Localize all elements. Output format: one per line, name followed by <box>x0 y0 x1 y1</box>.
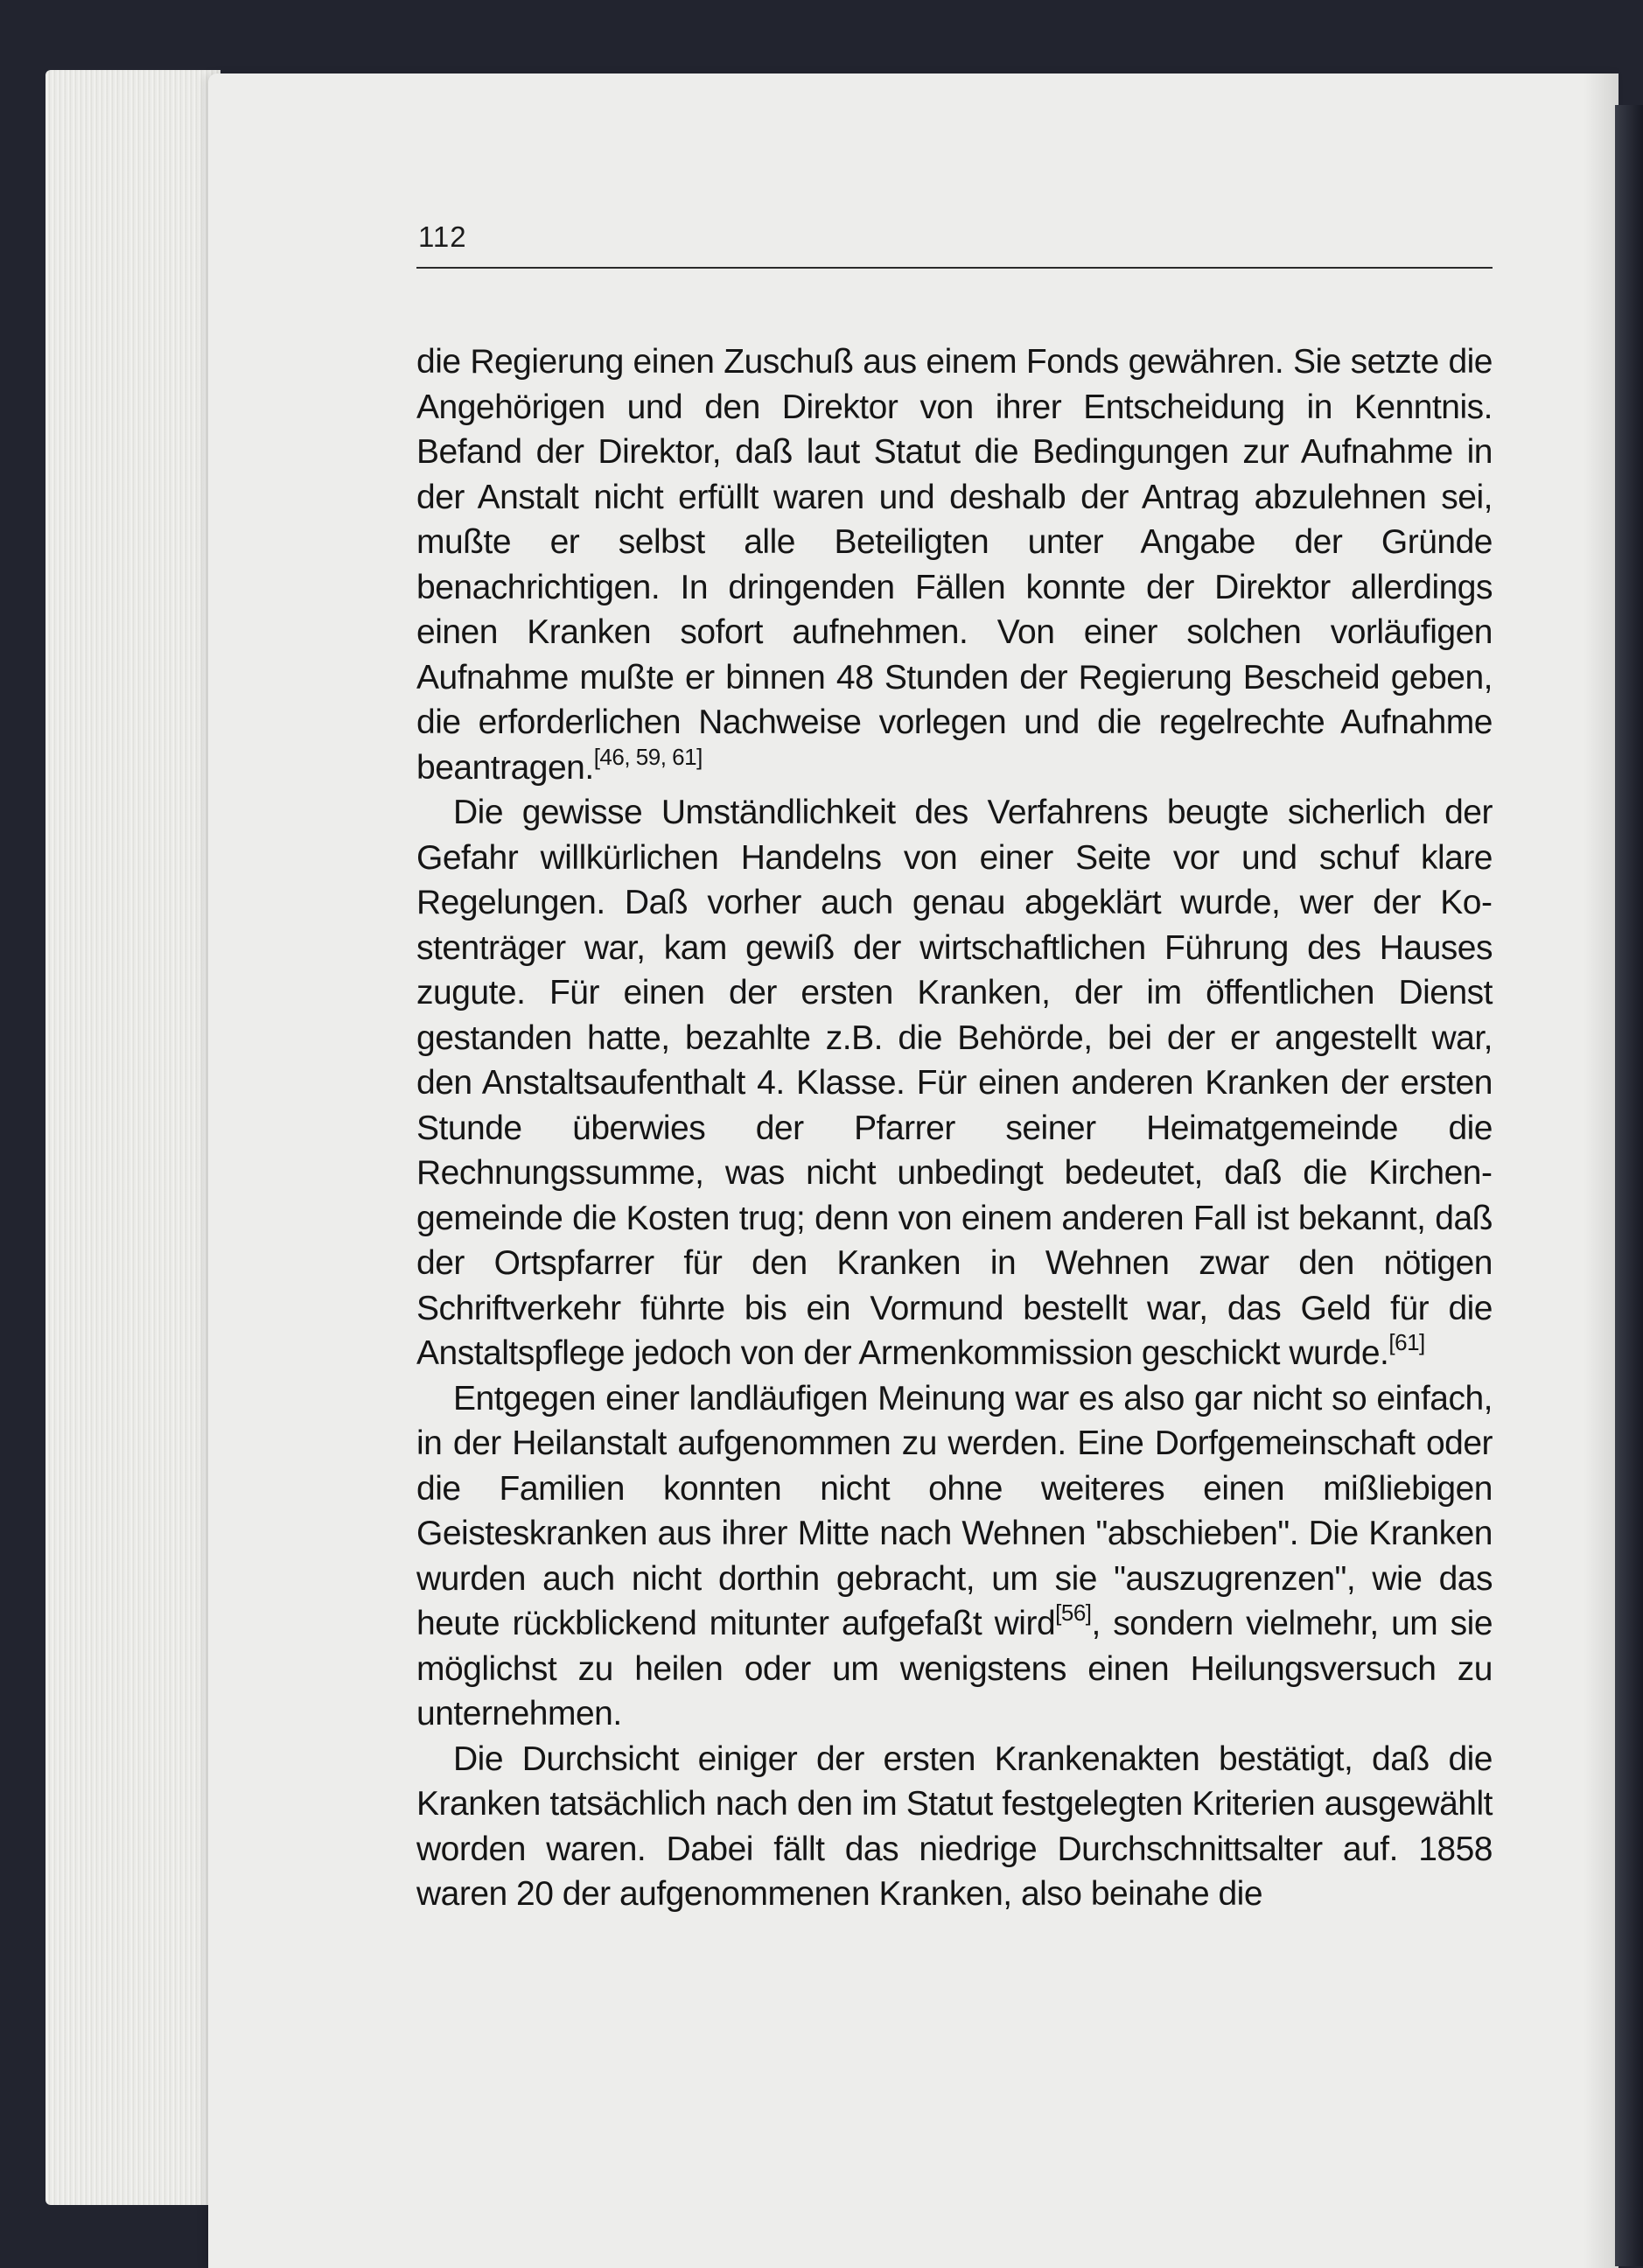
paragraph-text: die Regierung einen Zuschuß aus einem Fonds gewähren. Sie setzte die Angehörigen und den Direktor von ihrer Entscheidung in Kenntnis. Befand der Direktor, daß laut Statut die Bedingungen zur Aufnahme in der Anstalt nicht erfüllt waren und deshalb der Antrag abzulehnen sei, mußte er selbst alle Beteiligten unter Angabe der Gründe benachrichtigen. In dringenden Fällen konnte der Direktor allerdings einen Kranken sofort aufnehmen. Von einer solchen vorläufigen Aufnahme mußte er binnen 48 Stunden der Regierung Bescheid geben, die erforderlichen Nachweise vorlegen und die regelrechte Aufnahme beantragen. <box>416 343 1493 787</box>
paragraph <box>416 340 1493 790</box>
paragraph-text: Entgegen einer landläufigen Meinung war es also gar nicht so einfach, in der Heilanstalt aufgenommen zu werden. Eine Dorfgemeinschaft oder die Familien konnten nicht ohne weiteres einen mißliebigen Geisteskranken aus ihrer Mitte nach Wehnen "abschieben". Die Kranken wurden auch nicht dorthin gebracht, um sie "auszugrenzen", wie das heute rückblickend mitunter aufgefaßt wird <box>416 1379 1493 1642</box>
citation-reference: [46, 59, 61] <box>593 743 703 770</box>
paragraph-text: Die gewisse Umständlichkeit des Verfahrens beugte sicherlich der Gefahr willkürlichen Handelns von einer Seite vor und schuf klare Regelungen. Daß vorher auch genau abgeklärt wurde, wer der Kostenträger war, kam gewiß der wirtschaftlichen Führung des Hauses zugute. Für einen der ersten Kranken, der im öffentlichen Dienst gestanden hatte, bezahlte z.B. die Behörde, bei der er angestellt war, den Anstaltsaufenthalt 4. Klasse. Für einen anderen Kranken der ersten Stunde überwies der Pfarrer seiner Heimatgemeinde die Rechnungssumme, was nicht unbedingt bedeutet, daß die Kirchengemeinde die Kosten trug; denn von einem anderen Fall ist bekannt, daß der Ortspfarrer für den Kranken in Wehnen zwar den nötigen Schriftverkehr führte bis ein Vormund bestellt war, das Geld für die Anstaltspflege jedoch von der Armenkommission geschickt wurde. <box>416 794 1493 1372</box>
citation-reference: [56] <box>1055 1600 1092 1626</box>
paragraph <box>416 1737 1493 1917</box>
paragraph <box>416 790 1493 1376</box>
page-number: 112 <box>418 220 467 253</box>
paragraph-text: Die Durchsicht einiger der ersten Krankenakten bestätigt, daß die Kranken tatsächlich nach den im Statut festgelegten Kriterien ausgewählt worden waren. Dabei fällt das niedrige Durchschnittsalter auf. 1858 waren 20 der aufgenommenen Kranken, also beinahe die <box>416 1740 1493 1913</box>
header-rule <box>416 267 1493 269</box>
book-page-edges <box>45 70 220 2205</box>
page-gutter-shadow <box>1584 74 1619 2268</box>
body-text <box>416 340 1493 1917</box>
paragraph-text: , sondern vielmehr, um sie möglichst zu heilen oder um wenigstens einen Heilungsversuch zu unternehmen. <box>416 1605 1493 1732</box>
citation-reference: [61] <box>1388 1329 1425 1355</box>
paragraph <box>416 1376 1493 1737</box>
book-spine-shadow <box>1615 105 1643 2266</box>
